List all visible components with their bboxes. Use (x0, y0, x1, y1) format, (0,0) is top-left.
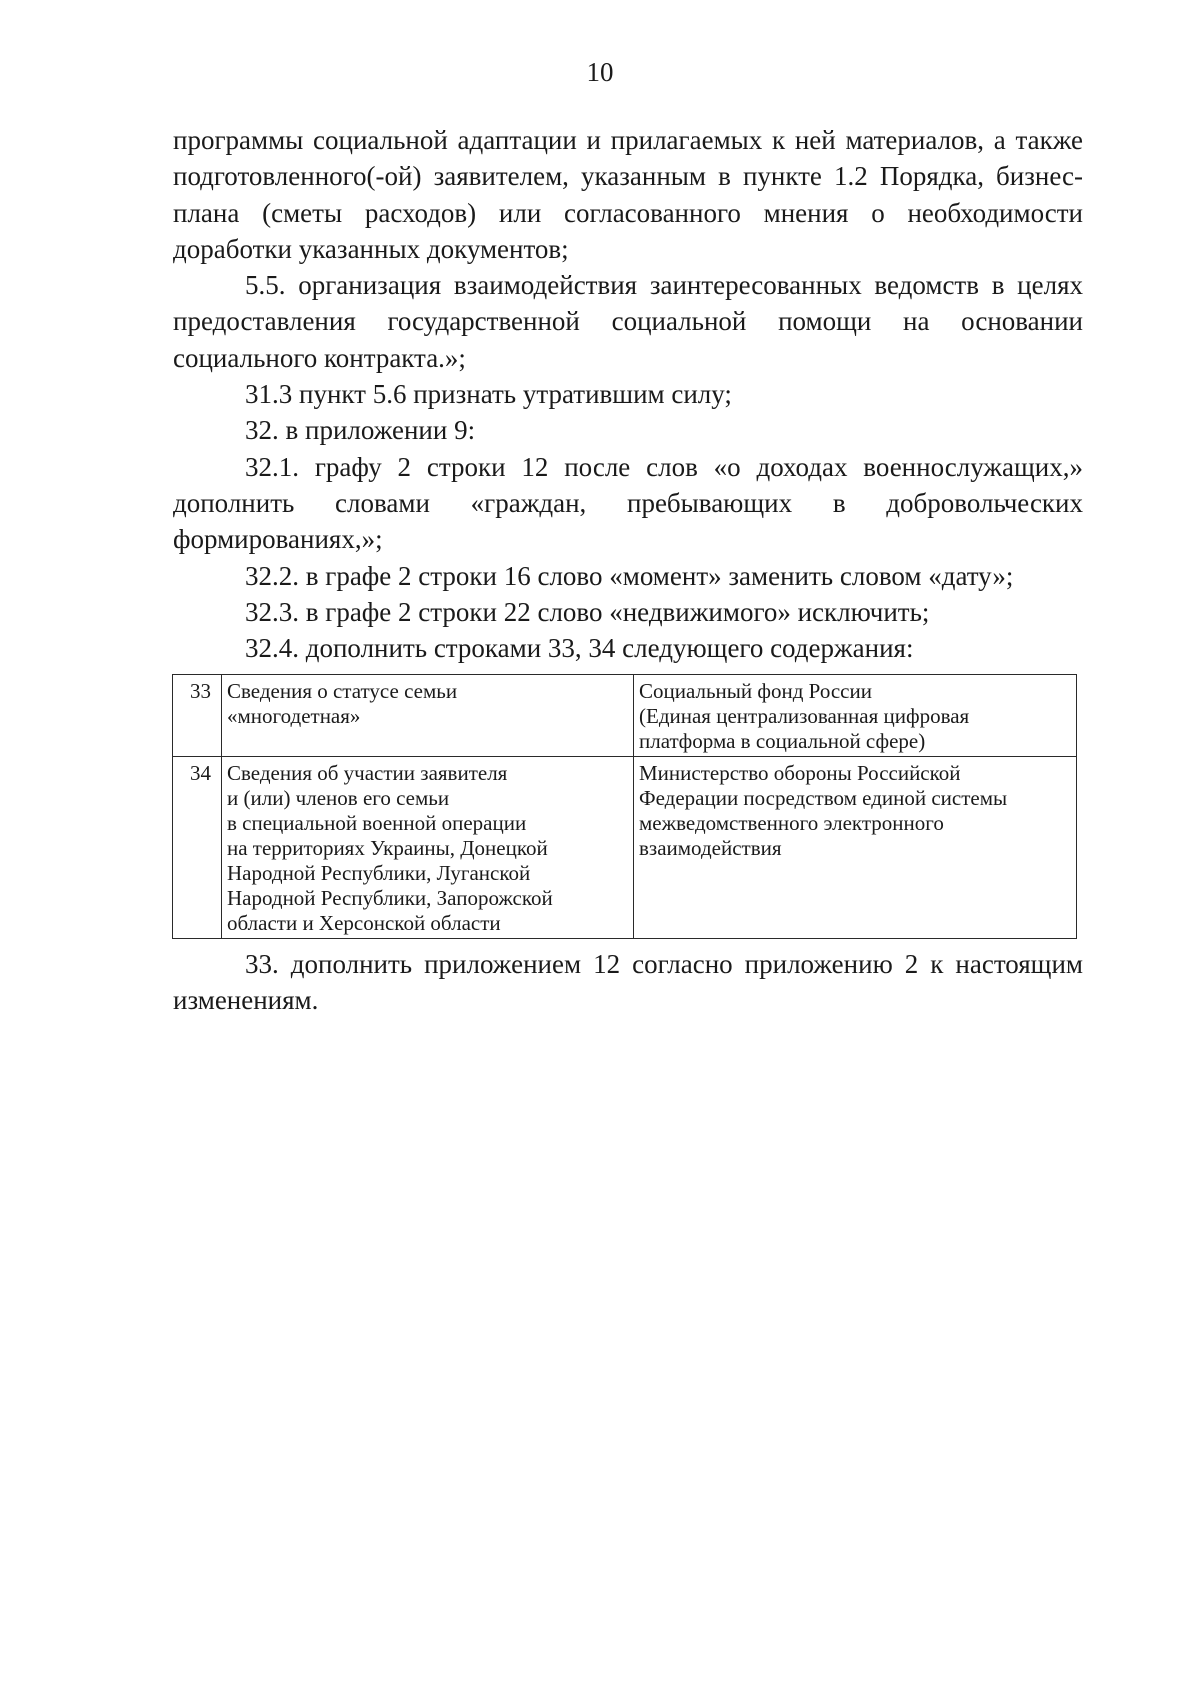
row-source (634, 757, 1077, 939)
paragraph-32-4: 32.4. дополнить строками 33, 34 следующего содержания: (245, 633, 914, 664)
page-number: 10 (586, 57, 614, 87)
row-description (222, 675, 634, 757)
cell-line: и (или) членов его семьи (227, 786, 450, 810)
paragraph-5-5: 5.5. организация взаимодействия заинтересованных ведомств в целях предоставления государственной социальной помощи на основании социального контракта.»; (173, 270, 1083, 373)
paragraph-32-3: 32.3. в графе 2 строки 22 слово «недвижимого» исключить; (245, 596, 930, 627)
cell-line: Сведения об участии заявителя (227, 761, 508, 785)
cell-line: «многодетная» (227, 704, 361, 728)
cell-line: взаимодействия (639, 836, 782, 860)
paragraph-continuation: программы социальной адаптации и прилагаемых к ней материалов, а также подготовленного(-ой) заявителем, указанным в пункте 1.2 Порядка, бизнес-плана (сметы расходов) или согласованного мнения о необходимости доработки указанных документов; (173, 125, 1083, 264)
row-description (222, 757, 634, 939)
cell-line: (Единая централизованная цифровая (639, 704, 970, 728)
cell-line: платформа в социальной сфере) (639, 729, 926, 753)
document-body-end (173, 946, 1083, 1019)
table-row (173, 757, 1077, 939)
cell-line: Народной Республики, Луганской (227, 861, 531, 885)
data-sources-table (172, 674, 1077, 939)
cell-line: области и Херсонской области (227, 911, 501, 935)
paragraph-32-2: 32.2. в графе 2 строки 16 слово «момент» заменить словом «дату»; (245, 560, 1014, 591)
paragraph-32-1: 32.1. графу 2 строки 12 после слов «о доходах военнослужащих,» дополнить словами «граждан, пребывающих в добровольческих формированиях,»; (173, 451, 1083, 555)
cell-line: межведомственного электронного (639, 811, 944, 835)
cell-line: на территориях Украины, Донецкой (227, 836, 548, 860)
cell-line: Министерство обороны Российской (639, 761, 961, 785)
cell-line: Социальный фонд России (639, 679, 872, 703)
paragraph-32: 32. в приложении 9: (245, 415, 476, 446)
cell-line: Сведения о статусе семьи (227, 679, 458, 703)
paragraph-31-3: 31.3 пункт 5.6 признать утратившим силу; (245, 379, 732, 410)
table-row (173, 675, 1077, 757)
row-source (634, 675, 1077, 757)
document-body (173, 122, 1083, 666)
cell-line: Федерации посредством единой системы (639, 786, 1008, 810)
row-number: 33 (173, 675, 222, 757)
cell-line: Народной Республики, Запорожской (227, 886, 553, 910)
row-number: 34 (173, 757, 222, 939)
paragraph-33: 33. дополнить приложением 12 согласно приложению 2 к настоящим изменениям. (173, 949, 1083, 1016)
cell-line: в специальной военной операции (227, 811, 527, 835)
